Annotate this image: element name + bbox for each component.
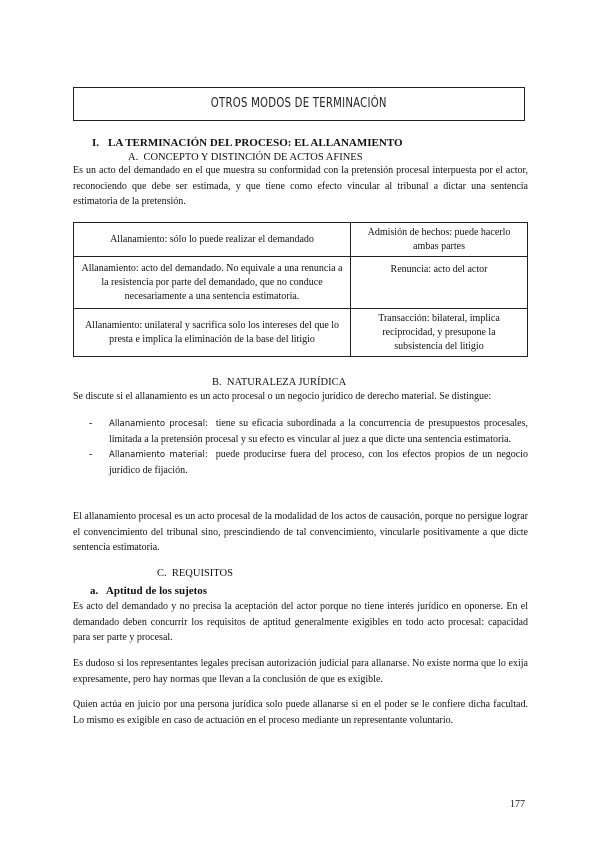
table-cell: Admisión de hechos: puede hacerlo ambas partes [351, 223, 528, 257]
section-a-text: CONCEPTO Y DISTINCIÓN DE ACTOS AFINES [143, 152, 363, 163]
bullet-dash: - [89, 418, 93, 429]
bullet-list [73, 416, 528, 478]
subsection-a-text: Aptitud de los sujetos [105, 585, 208, 597]
subsection-a-number: a. [90, 585, 99, 597]
section-c-text: REQUISITOS [171, 568, 233, 579]
table-row [74, 309, 528, 357]
chapter-title-box [73, 87, 525, 121]
section-i-text: LA TERMINACIÓN DEL PROCESO: EL ALLANAMIENTO [108, 137, 403, 149]
list-item [73, 416, 528, 447]
aptitud-paragraph-3: Quien actúa en juicio por una persona jurídica solo puede allanarse si en el poder se le confiere dicha facultad. Lo mismo es exigible en caso de actuación en el proceso mediante un representante voluntario. [73, 699, 528, 726]
table-cell: Allanamiento: unilateral y sacrifica solo los intereses del que lo presta e implica la eliminación de la base del litigio [74, 309, 351, 357]
section-b-number: B. [212, 377, 222, 388]
table-cell: Transacción: bilateral, implica reciprocidad, y presupone la subsistencia del litigio [351, 309, 528, 357]
table-row [74, 223, 528, 257]
naturaleza-conclusion: El allanamiento procesal es un acto procesal de la modalidad de los actos de causación, porque no persigue lograr el convencimiento del tribunal sino, prescindiendo de tal convencimiento, vincularle positivamente a que dicte sentencia estimatoria. [73, 511, 528, 553]
section-c-number: C. [157, 568, 167, 579]
intro-paragraph: Es un acto del demandado en el que muestra su conformidad con la pretensión procesal interpuesta por el actor, reconociendo que debe ser estimada, y que tiene como efecto vincular al tribunal a dictar una sentencia estimatoria de la pretensión. [73, 165, 528, 207]
list-item [73, 447, 528, 478]
bullet-term: Allanamiento procesal: [109, 419, 208, 429]
aptitud-paragraph-1: Es acto del demandado y no precisa la aceptación del actor porque no tiene interés jurídico en oponerse. En el demandado deben concurrir los requisitos de aptitud generalmente exigibles en todo acto procesal: capacidad para ser parte y procesal. [73, 601, 528, 643]
section-c-heading [157, 566, 233, 582]
section-a-number: A. [128, 152, 139, 163]
naturaleza-intro: Se discute si el allanamiento es un acto procesal o un negocio jurídico de derecho material. Se distingue: [73, 391, 492, 402]
section-i-number: I. [92, 137, 100, 149]
table-cell: Allanamiento: acto del demandado. No equivale a una renuncia a la resistencia por parte del demandado, que no conduce necesariamente a una sentencia estimatoria. [74, 257, 351, 309]
aptitud-paragraph-2: Es dudoso si los representantes legales precisan autorización judicial para allanarse. No existe norma que lo exija expresamente, pero hay normas que llevan a la conclusión de que es exigible. [73, 658, 528, 685]
section-b-text: NATURALEZA JURÍDICA [226, 377, 347, 388]
bullet-text: puede producirse fuera del proceso, con los efectos propios de un negocio jurídico de fijación. [109, 449, 528, 476]
table-row [74, 257, 528, 309]
bullet-text: tiene su eficacia subordinada a la concurrencia de presupuestos procesales, limitada a la pretensión procesal y su efecto es vincular al juez a que dicte una sentencia estimatoria. [109, 418, 529, 445]
bullet-term: Allanamiento material: [109, 450, 208, 460]
chapter-title: OTROS MODOS DE TERMINACIÓN [211, 95, 387, 111]
bullet-dash: - [89, 449, 93, 460]
comparison-table [73, 222, 528, 357]
subsection-a-heading [90, 583, 207, 600]
page-number: 177 [510, 799, 525, 810]
table-cell: Allanamiento: sólo lo puede realizar el demandado [74, 223, 351, 257]
table-cell: Renuncia: acto del actor [351, 257, 528, 309]
